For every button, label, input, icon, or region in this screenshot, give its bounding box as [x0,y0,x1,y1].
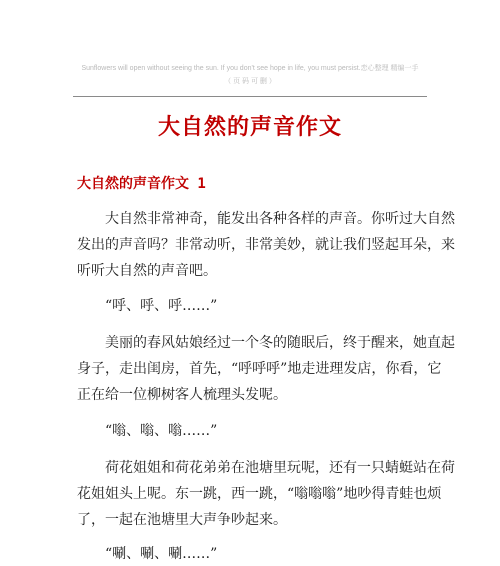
paragraph-line: “嗡、嗡、嗡……” [105,423,218,439]
paragraph-line: “呼、呼、呼……” [105,298,218,314]
paragraph-line: 正在给一位柳树客人梳理头发呢。 [77,387,287,403]
paragraph-3 [77,330,455,408]
paragraph-line: “唰、唰、唰……” [105,546,218,562]
paragraph-6 [77,541,423,566]
paragraph-line: 大自然非常神奇，能发出各种各样的声音。你听过大自然 [105,211,455,227]
paragraph-2 [77,293,423,319]
paragraph-line: 花姐姐头上呢。东一跳，西一跳，“嗡嗡嗡”地吵得青蛙也烦 [77,486,442,502]
paragraph-4 [77,418,423,444]
header-note [70,62,430,88]
paragraph-line: 美丽的春风姑娘经过一个冬的随眠后，终于醒来，她直起 [105,335,455,351]
paragraph-5 [77,455,455,533]
paragraph-line: 了，一起在池塘里大声争吵起来。 [77,512,287,528]
paragraph-line: 荷花姐姐和荷花弟弟在池塘里玩呢，还有一只蜻蜓站在荷 [105,460,455,476]
paragraph-line: 身子，走出闺房，首先，“呼呼呼”地走进理发店，你看，它 [77,361,442,377]
header-note-line1: Sunflowers will open without seeing the sun. If you don't see hope in life, you must persist.恋心整理 精编一手 [81,65,419,72]
document-title: 大自然的声音作文 [157,114,342,140]
paragraph-line: 听听大自然的声音吧。 [77,263,217,279]
paragraph-1 [77,206,455,284]
header-note-line2: （ 页 码 可 删 ） [224,78,276,85]
header-divider [73,96,427,97]
paragraph-line: 发出的声音吗？非常动听，非常美妙，就让我们竖起耳朵，来 [77,237,455,253]
section-heading: 大自然的声音作文 1 [77,176,206,192]
